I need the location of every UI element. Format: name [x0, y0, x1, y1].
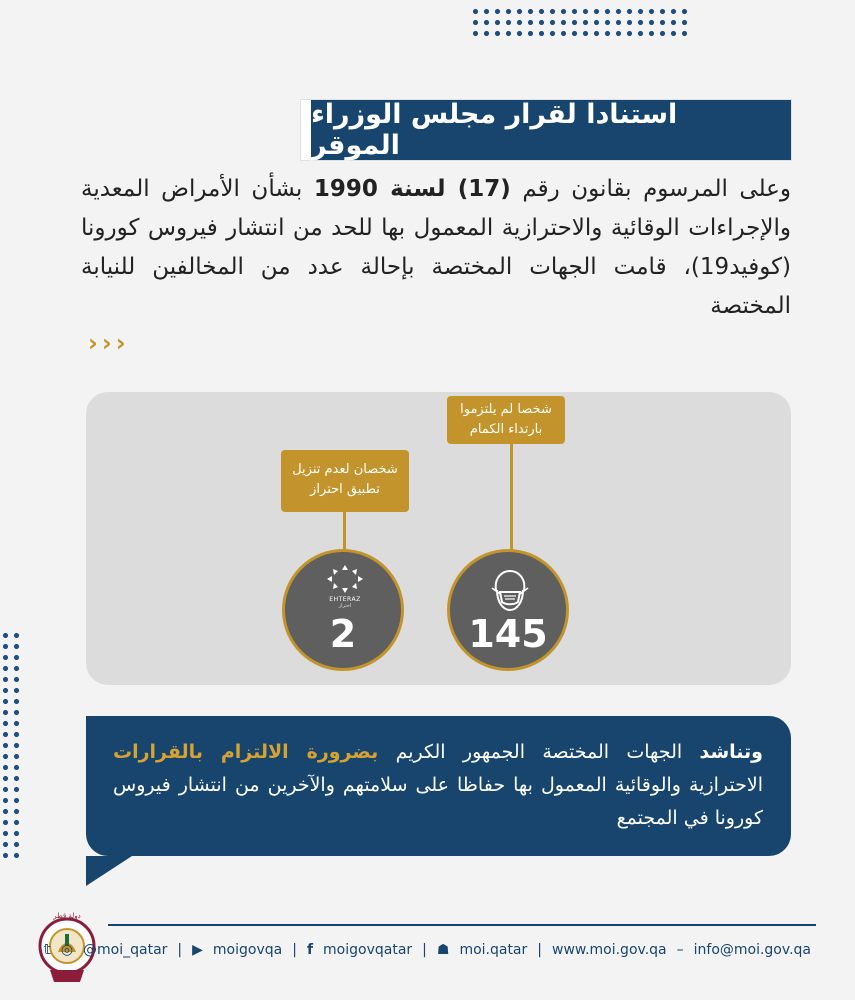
instagram-icon[interactable]: ◎	[60, 942, 74, 958]
intro-text-part2: بشأن الأمراض المعدية والإجراءات الوقائية والاحترازية المعمول بها للحد من انتشار فيروس كورونا (كوفيد19)، قامت الجهات المختصة بإحالة عدد من المخالفين للنيابة المختصة	[81, 176, 791, 319]
notice-lead: وتناشد	[699, 741, 763, 763]
footer-dash: –	[676, 942, 684, 958]
footer-separator: |	[537, 942, 542, 958]
ehteraz-emblem-icon	[323, 564, 367, 594]
notice-text-part2: الاحترازية والوقائية المعمول بها حفاظا على سلامتهم والآخرين من انتشار فيروس كورونا في المجتمع	[113, 774, 763, 829]
notice-text-part1: الجهات المختصة الجمهور الكريم	[378, 741, 700, 763]
intro-paragraph	[81, 170, 791, 326]
notice-text	[113, 736, 763, 835]
footer-separator: |	[292, 942, 297, 958]
email-link[interactable]: info@moi.gov.qa	[693, 942, 811, 958]
twitter-icon[interactable]: 𝕥	[43, 942, 51, 958]
footer-separator: |	[177, 942, 183, 958]
decorative-dots-left	[0, 630, 24, 860]
footer-links	[44, 938, 811, 962]
ehteraz-app-icon	[321, 564, 369, 612]
footer-divider	[108, 924, 816, 926]
stat-label-app: شخصان لعدم تنزيل تطبيق احتراز	[281, 450, 409, 512]
crest-text: دولة قطر	[53, 912, 81, 920]
snapchat-handle[interactable]: moi.qatar	[459, 942, 528, 958]
snapchat-icon[interactable]: ☗	[436, 942, 450, 958]
stat-circle-mask	[447, 549, 569, 671]
twitter-instagram-handle[interactable]: @moi_qatar	[83, 942, 168, 958]
facebook-handle[interactable]: moigovqatar	[323, 942, 413, 958]
notice-tail	[86, 856, 132, 886]
page-title-text: استنادا لقرار مجلس الوزراء الموقر	[311, 99, 678, 161]
face-mask-icon	[486, 568, 534, 614]
youtube-handle[interactable]: moigovqa	[212, 942, 283, 958]
ehteraz-name-en: EHTERAZ	[329, 596, 361, 603]
stats-panel	[86, 392, 791, 685]
stat-value-mask: 145	[468, 612, 548, 656]
facebook-icon[interactable]: f	[306, 942, 314, 958]
notice-box	[86, 716, 791, 856]
page-title	[301, 100, 791, 160]
youtube-icon[interactable]: ▶	[192, 942, 203, 958]
footer-separator: |	[422, 942, 427, 958]
stat-circle-app	[282, 549, 404, 671]
stat-value-app: 2	[329, 612, 357, 656]
decorative-dots-top	[470, 6, 690, 42]
intro-law-reference: (17) لسنة 1990	[313, 176, 511, 202]
intro-text-part1: وعلى المرسوم بقانون رقم	[510, 176, 792, 202]
chevrons-decoration: ›››	[88, 329, 130, 357]
stat-label-mask: شخصا لم يلتزموا بارتداء الكمام	[447, 396, 565, 444]
notice-highlight: بضرورة الالتزام بالقرارات	[113, 741, 379, 763]
website-link[interactable]: www.moi.gov.qa	[552, 942, 667, 958]
ehteraz-name-ar: احتراز	[338, 603, 352, 609]
